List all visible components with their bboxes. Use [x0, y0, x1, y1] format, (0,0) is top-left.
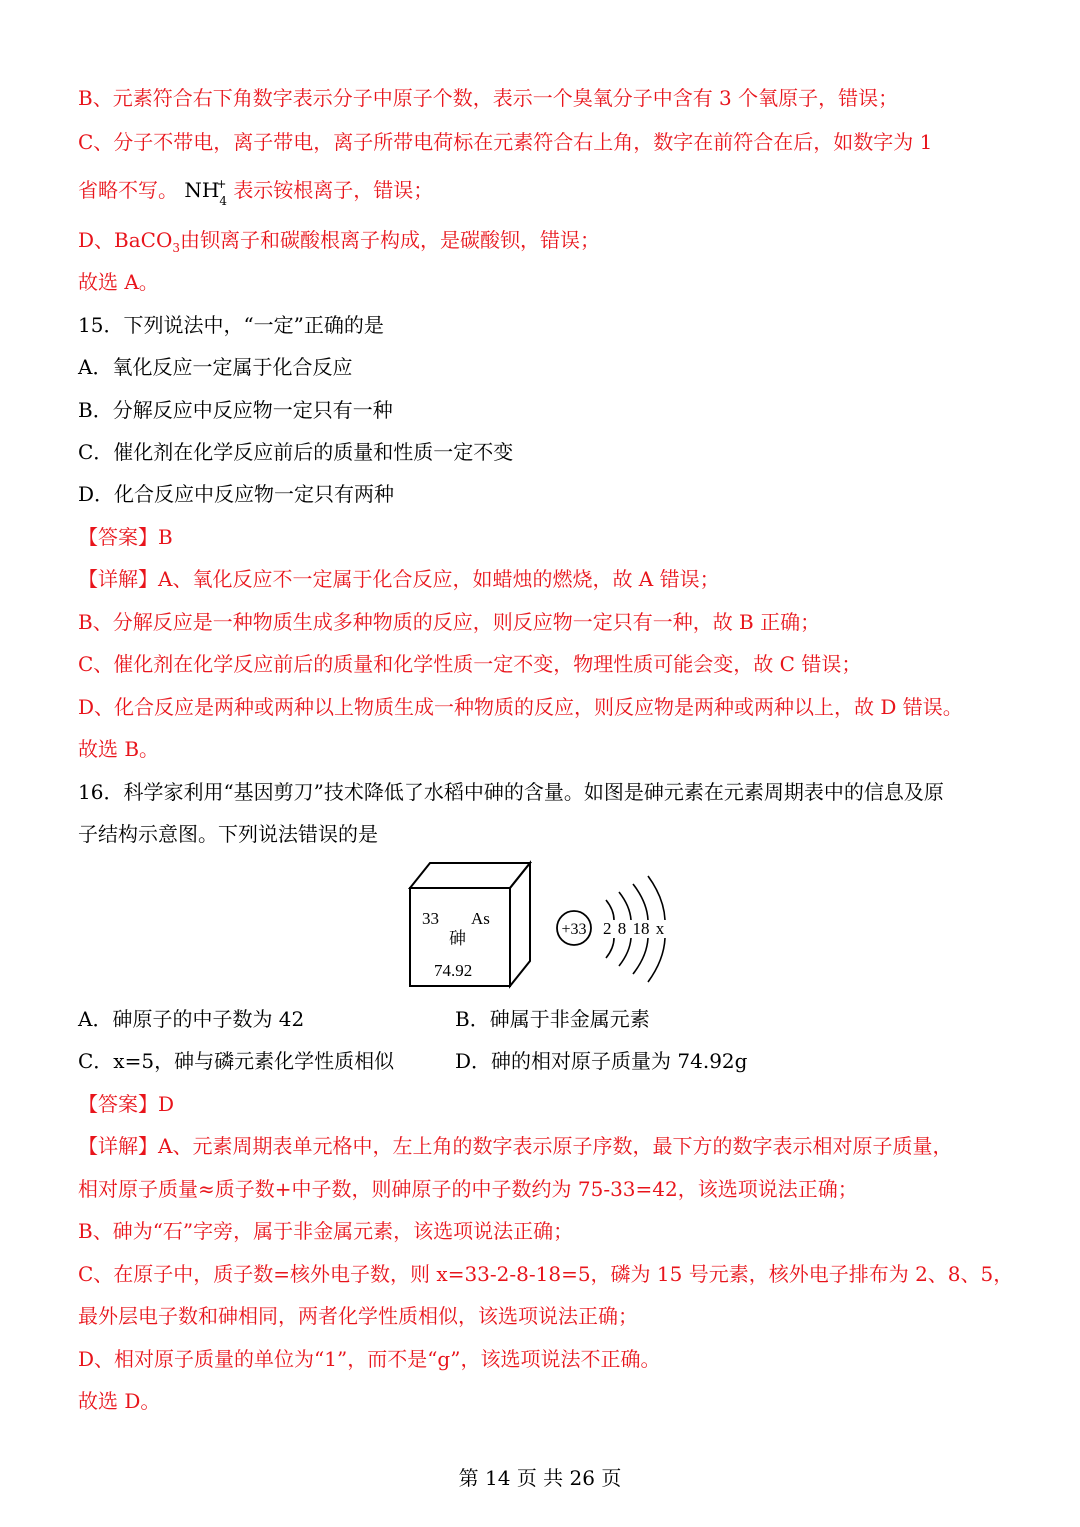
- cell-side-face: [510, 863, 530, 986]
- q15-option-b: B．分解反应中反应物一定只有一种: [78, 398, 393, 422]
- barium-carbonate-pre: D、BaCO: [78, 228, 173, 252]
- ammonium-charge: +: [216, 177, 227, 191]
- q15-analysis-a: 【详解】A、氧化反应不一定属于化合反应，如蜡烛的燃烧，故 A 错误；: [78, 567, 720, 591]
- q15-answer: 【答案】B: [78, 525, 173, 549]
- q16-choice: 故选 D。: [78, 1389, 161, 1413]
- electron-shells: 2 8 18 x: [603, 919, 665, 938]
- nucleus-charge: +33: [561, 921, 587, 938]
- q16-answer: 【答案】D: [78, 1092, 175, 1116]
- barium-carbonate-subscript: 3: [172, 241, 180, 255]
- q16-option-b: B．砷属于非金属元素: [455, 1007, 650, 1031]
- ammonium-subscript: 4: [219, 194, 227, 208]
- shell-2-arc-top: [619, 892, 631, 920]
- q16-analysis-b: B、砷为“石”字旁，属于非金属元素，该选项说法正确；: [78, 1219, 574, 1243]
- q16-stem-line1: 16．科学家利用“基因剪刀”技术降低了水稻中砷的含量。如图是砷元素在元素周期表中的信息及原: [78, 780, 944, 804]
- atomic-mass: 74.92: [434, 961, 473, 980]
- prev-choice: 故选 A。: [78, 270, 159, 294]
- q16-option-d: D．砷的相对原子质量为 74.92g: [455, 1049, 748, 1073]
- shell-4-arc-bottom: [648, 938, 665, 982]
- q15-stem: 15．下列说法中，“一定”正确的是: [78, 313, 384, 337]
- shell-3-arc-top: [633, 884, 648, 920]
- shell-2-arc-bottom: [619, 938, 631, 966]
- q16-analysis-a-line1: 【详解】A、元素周期表单元格中，左上角的数字表示原子序数，最下方的数字表示相对原子质量，: [78, 1134, 953, 1158]
- shell-1-arc-bottom: [606, 938, 614, 958]
- arsenic-figure: [400, 858, 690, 998]
- prev-analysis-c-pre: 省略不写。: [78, 178, 178, 202]
- atomic-structure-diagram: [557, 876, 665, 982]
- ammonium-formula: [184, 176, 227, 212]
- q15-option-c: C．催化剂在化学反应前后的质量和性质一定不变: [78, 440, 514, 464]
- prev-analysis-c-line2: [78, 176, 433, 212]
- shell-4-arc-top: [648, 876, 665, 920]
- q15-analysis-d: D、化合反应是两种或两种以上物质生成一种物质的反应，则反应物是两种或两种以上，故 D 错误。: [78, 695, 963, 719]
- q15-analysis-b: B、分解反应是一种物质生成多种物质的反应，则反应物一定只有一种，故 B 正确；: [78, 610, 821, 634]
- shell-1-arc-top: [606, 900, 614, 920]
- q16-stem-line2: 子结构示意图。下列说法错误的是: [78, 822, 378, 846]
- page-footer: 第 14 页 共 26 页: [458, 1466, 622, 1490]
- prev-analysis-c-line1: C、分子不带电，离子带电，离子所带电荷标在元素符合右上角，数字在前符合在后，如数字为 1: [78, 130, 933, 154]
- q16-option-c: C．x=5，砷与磷元素化学性质相似: [78, 1049, 395, 1073]
- q15-analysis-c: C、催化剂在化学反应前后的质量和化学性质一定不变，物理性质可能会变，故 C 错误；: [78, 652, 862, 676]
- q16-analysis-c-line2: 最外层电子数和砷相同，两者化学性质相似，该选项说法正确；: [78, 1304, 638, 1328]
- atomic-number: 33: [422, 909, 439, 928]
- prev-analysis-c-post: 表示铵根离子，错误；: [233, 178, 434, 202]
- element-symbol: As: [471, 909, 490, 928]
- prev-analysis-b: B、元素符合右下角数字表示分子中原子个数，表示一个臭氧分子中含有 3 个氧原子，错误；: [78, 86, 899, 110]
- barium-carbonate-post: 由钡离子和碳酸根离子构成，是碳酸钡，错误；: [180, 228, 600, 252]
- shell-3-arc-bottom: [633, 938, 648, 974]
- periodic-table-cell: [410, 863, 530, 986]
- q15-choice: 故选 B。: [78, 737, 160, 761]
- q15-option-d: D．化合反应中反应物一定只有两种: [78, 482, 395, 506]
- ammonium-nh: NH: [184, 178, 220, 202]
- q16-option-a: A．砷原子的中子数为 42: [78, 1007, 305, 1031]
- prev-analysis-d: [78, 226, 600, 262]
- q15-option-a: A．氧化反应一定属于化合反应: [78, 355, 353, 379]
- q16-analysis-d: D、相对原子质量的单位为“1”，而不是“g”，该选项说法不正确。: [78, 1347, 661, 1371]
- element-name: 砷: [449, 929, 466, 949]
- q16-analysis-a-line2: 相对原子质量≈质子数+中子数，则砷原子的中子数约为 75-33=42，该选项说法正确；: [78, 1177, 858, 1201]
- q16-analysis-c-line1: C、在原子中，质子数=核外电子数，则 x=33-2-8-18=5，磷为 15 号元素，核外电子排布为 2、8、5，: [78, 1262, 1014, 1286]
